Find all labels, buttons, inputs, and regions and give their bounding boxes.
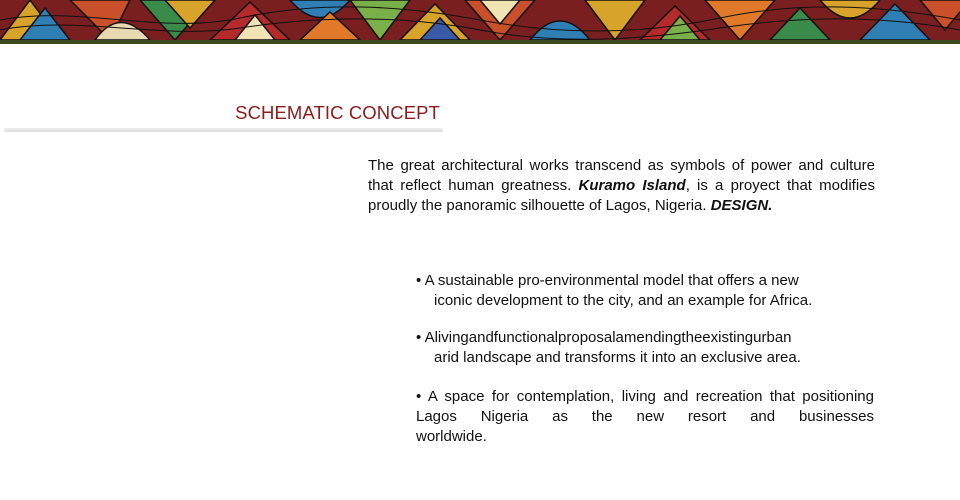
banner-pattern-art xyxy=(0,0,960,40)
intro-text-start: The great architectural works transcend as symbols of power and culture that reflect human greatness. xyxy=(368,157,875,194)
bullet-line-2: worldwide. xyxy=(416,428,487,445)
section-title: SCHEMATIC CONCEPT xyxy=(235,102,440,123)
bullet-line-2: arid landscape and transforms it into an exclusive area. xyxy=(434,349,801,366)
bullet-line-1: • A space for contemplation, living and recreation that positioning Lagos Nigeria as the new resort and businesses xyxy=(416,388,874,425)
bullet-item xyxy=(416,387,874,447)
bullet-line-2: iconic development to the city, and an example for Africa. xyxy=(434,292,813,309)
bullet-line-1: • A sustainable pro-environmental model that offers a new xyxy=(416,272,799,289)
decorative-pattern-banner xyxy=(0,0,960,44)
bullet-line-1: • Alivingandfunctionalproposalamendingtheexistingurban xyxy=(416,329,792,346)
intro-text-middle: , is a proyect that modifies proudly the panoramic silhouette of Lagos, Nigeria. xyxy=(368,177,876,214)
banner-bottom-rule xyxy=(0,40,960,44)
design-label: DESIGN. xyxy=(710,197,773,214)
title-underline xyxy=(4,128,443,132)
project-name: Kuramo Island xyxy=(578,177,686,194)
bullet-item xyxy=(416,271,874,311)
bullet-item xyxy=(416,328,874,368)
intro-paragraph xyxy=(368,156,875,216)
